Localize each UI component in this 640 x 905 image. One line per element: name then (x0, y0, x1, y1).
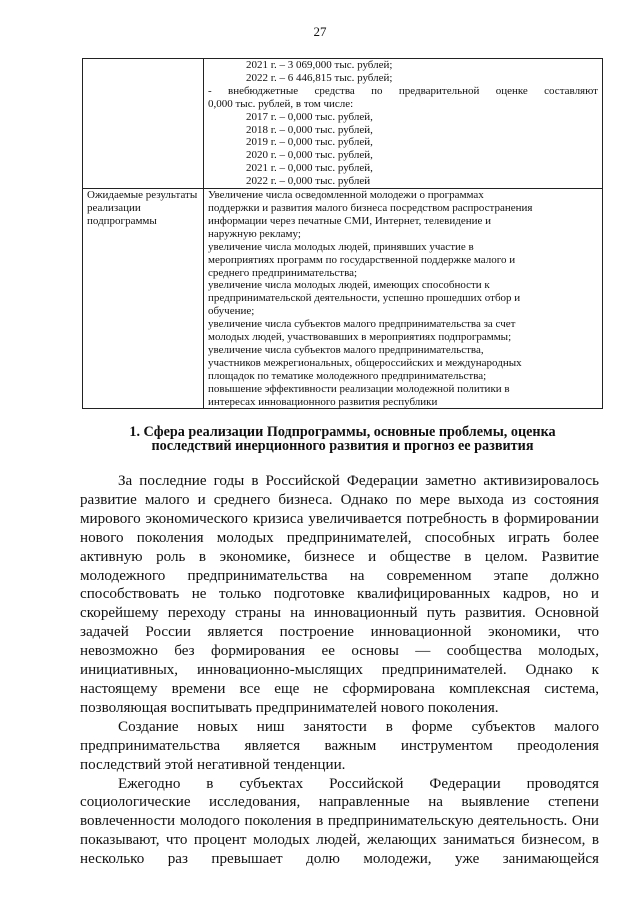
finance-line: 2021 г. – 0,000 тыс. рублей, (246, 162, 373, 175)
results-line: площадок по тематике молодежного предпринимательства; (208, 369, 487, 382)
body-line: последствий этой негативной тенденции. (80, 756, 346, 773)
section-title-line: последствий инерционного развития и прогноз ее развития (151, 438, 534, 454)
results-line: мероприятиях программ по государственной поддержке малого и (208, 253, 516, 266)
results-line: повышение эффективности реализации молодежной политики в (208, 382, 510, 395)
results-line: предпринимательской деятельности, успешно прошедших отбор и (208, 292, 521, 305)
section-title-line: 1. Сфера реализации Подпрограммы, основные проблемы, оценка (129, 424, 556, 440)
body-line: молодежного предпринимательства на современном этапе должно (80, 567, 599, 584)
results-cell (204, 189, 603, 409)
body-line: невозможно без формирования ее основы — сообщества молодых, (80, 643, 599, 660)
section-title (82, 425, 603, 453)
body-line: инициативных, инновационно-мыслящих предпринимателей. Однако к (80, 662, 599, 679)
body-line: Создание новых ниш занятости в форме субъектов малого (118, 718, 599, 735)
page-number: 27 (313, 24, 327, 39)
body-line: настоящему времени все еще не сформирована комплексная система, (80, 680, 599, 697)
body-line: задачей России является построение инновационной экономики, что (80, 624, 599, 641)
results-line: наружную рекламу; (208, 227, 301, 240)
body-line: предпринимательства является важным инструментом преодоления (80, 737, 599, 754)
results-line: поддержки и развития малого бизнеса посредством распространения (208, 201, 533, 214)
body-line: Ежегодно в субъектах Российской Федерации проводятся (118, 775, 599, 792)
body-line: За последние годы в Российской Федерации заметно активизировалось (118, 473, 599, 489)
body-line: показывают, что процент молодых людей, желающих заниматься бизнесом, в (80, 832, 599, 849)
finance-line: 2022 г. – 6 446,815 тыс. рублей; (246, 71, 393, 84)
body-line: способствовать не только подготовке квалифицированных кадров, но и (80, 586, 599, 603)
finance-line: 2017 г. – 0,000 тыс. рублей, (246, 110, 373, 123)
finance-line: - внебюджетные средства по предварительной оценке составляют (208, 84, 598, 97)
body-line: социологические исследования, направленные на выявление степени (80, 794, 599, 811)
body-line: нового поколения молодых предпринимателей, способных играть более (80, 529, 599, 546)
body-line: скорейшему переходу страны на инновационный путь развития. Основной (80, 605, 599, 622)
finance-line: 2018 г. – 0,000 тыс. рублей, (246, 123, 373, 136)
results-line: участников межрегиональных, общероссийских и международных (208, 356, 522, 369)
finance-row (83, 59, 603, 189)
results-line: увеличение числа субъектов малого предпринимательства за счет (208, 318, 516, 331)
finance-line: 2020 г. – 0,000 тыс. рублей, (246, 149, 373, 162)
results-line: увеличение числа молодых людей, принявших участие в (208, 240, 474, 253)
results-line: информации через печатные СМИ, Интернет, телевидение и (208, 214, 492, 227)
finance-line: 0,000 тыс. рублей, в том числе: (208, 97, 354, 110)
body-line: позволяющая воспитывать предпринимателей нового поколения. (80, 699, 499, 716)
results-label: Ожидаемые результаты реализации подпрограммы (83, 189, 204, 409)
results-line: молодых людей, участвовавших в мероприятиях подпрограммы; (208, 331, 512, 344)
results-line: увеличение числа субъектов малого предпринимательства, (208, 343, 484, 356)
results-line: интересах инновационного развития республики (208, 395, 438, 408)
results-line: увеличение числа молодых людей, имеющих способности к (208, 279, 490, 292)
body-line: развитие малого и среднего бизнеса. Однако по мере выхода из состояния (80, 491, 599, 508)
body-text (80, 472, 599, 869)
results-line: обучение; (208, 305, 255, 318)
body-line: активную роль в экономике, бизнесе и обществе в целом. Развитие (80, 548, 599, 565)
body-line: мирового экономического кризиса увеличивается потребность в формировании (80, 510, 599, 527)
body-line: вовлеченности молодого поколения в предпринимательскую деятельность. Они (80, 813, 599, 830)
body-line: несколько раз превышает долю молодежи, уже занимающейся (80, 851, 599, 868)
subprogram-passport-table (82, 58, 603, 409)
results-row (83, 189, 603, 409)
finance-line: 2021 г. – 3 069,000 тыс. рублей; (246, 59, 393, 71)
finance-cell (204, 59, 603, 189)
results-line: среднего предпринимательства; (208, 266, 358, 279)
finance-label-cell (83, 59, 204, 189)
results-line: Увеличение числа осведомленной молодежи о программах (208, 189, 484, 202)
finance-line: 2022 г. – 0,000 тыс. рублей (246, 175, 371, 188)
finance-line: 2019 г. – 0,000 тыс. рублей, (246, 136, 373, 149)
